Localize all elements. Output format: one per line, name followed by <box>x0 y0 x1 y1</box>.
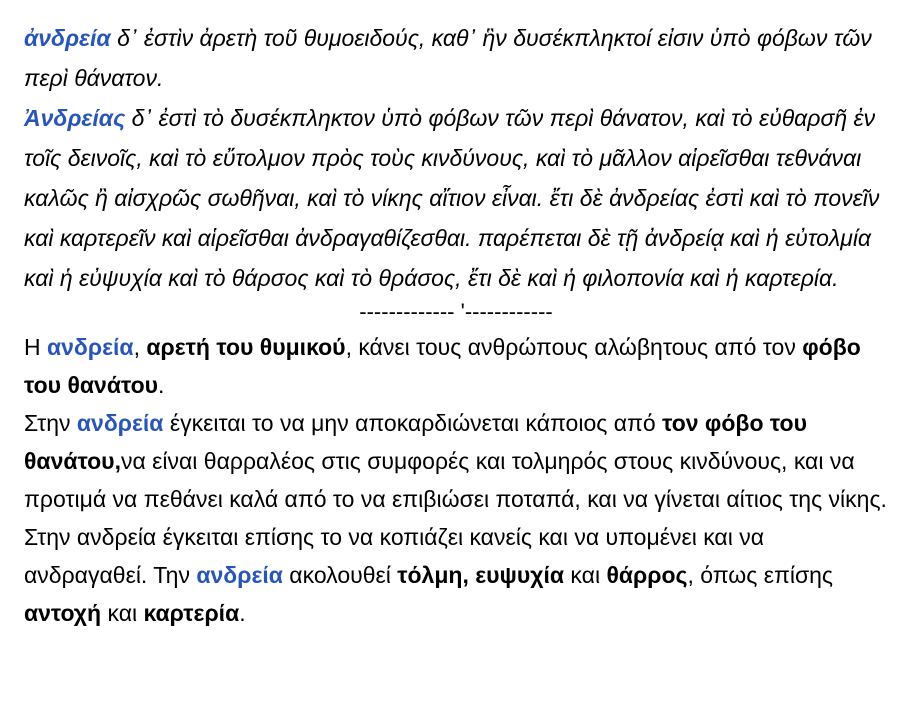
bold-phrase: αρετή του θυμικού <box>146 334 346 360</box>
bold-phrase: φόβο του θανάτου <box>24 334 861 398</box>
text-run: , <box>133 334 147 360</box>
text-run: . <box>239 600 246 626</box>
text-run: Στην <box>24 410 77 436</box>
keyword-andreias: Ἀνδρείας <box>24 105 126 131</box>
text-run: ακολουθεί <box>282 562 398 588</box>
text-run: . <box>158 372 165 398</box>
keyword-andreia: ανδρεία <box>196 562 283 588</box>
ancient-text: δ᾽ ἐστὶν ἀρετὴ τοῦ θυμοειδούς, καθ᾽ ἣν δυσέκπληκτοί εἰσιν ὑπὸ φόβων τῶν περὶ θάνατον. <box>24 25 872 91</box>
keyword-andreia: ανδρεία <box>76 410 164 436</box>
text-run: , όπως επίσης <box>687 562 834 588</box>
bold-phrase: τον φόβο του θανάτου, <box>24 410 807 474</box>
ancient-paragraph-1 <box>24 18 888 98</box>
text-run: Η <box>24 334 47 360</box>
ancient-paragraph-2 <box>24 98 888 298</box>
separator: ------------- '------------ <box>359 299 553 324</box>
text-run: , κάνει τους ανθρώπους αλώβητους από τον <box>345 334 803 360</box>
text-run: έγκειται το να μην αποκαρδιώνεται κάποιος από <box>163 410 663 436</box>
bold-phrase: καρτερία <box>143 600 240 626</box>
ancient-text: δ᾽ ἐστὶ τὸ δυσέκπληκτον ὑπὸ φόβων τῶν περὶ θάνατον, καὶ τὸ εὐθαρσῆ ἐν τοῖς δεινοῖς, καὶ τὸ εὔτολμον πρὸς τοὺς κινδύνους, καὶ τὸ μᾶλλον αἱρεῖσθαι τεθνάναι καλῶς ἢ αἰσχρῶς σωθῆναι, καὶ τὸ νίκης αἴτιον εἶναι. ἔτι δὲ ἀνδρείας ἐστὶ καὶ τὸ πονεῖν καὶ καρτερεῖν καὶ αἱρεῖσθαι ἀνδραγαθίζεσθαι. παρέπεται δὲ τῇ ἀνδρείᾳ καὶ ἡ εὐτολμία καὶ ἡ εὐψυχία καὶ τὸ θάρσος καὶ τὸ θράσος, ἔτι δὲ καὶ ἡ φιλοπονία καὶ ἡ καρτερία. <box>24 105 880 291</box>
modern-paragraph-1 <box>24 328 888 404</box>
modern-paragraph-2 <box>24 404 888 632</box>
text-run: και <box>101 600 144 626</box>
bold-phrase: θάρρος <box>606 562 688 588</box>
keyword-andreia: ἀνδρεία <box>24 25 111 51</box>
text-run: και <box>564 562 607 588</box>
bold-phrase: τόλμη, ευψυχία <box>397 562 565 588</box>
bold-phrase: αντοχή <box>24 600 102 626</box>
text-run: να είναι θαρραλέος στις συμφορές και τολμηρός στους κινδύνους, και να προτιμά να πεθάνει καλά από το να επιβιώσει ποταπά, και να γίνεται αίτιος της νίκης. Στην ανδρεία έγκειται επίσης το να κοπιάζει κανείς και να υπομένει και να ανδραγαθεί. Την <box>24 448 887 588</box>
keyword-andreia: ανδρεία <box>47 334 134 360</box>
